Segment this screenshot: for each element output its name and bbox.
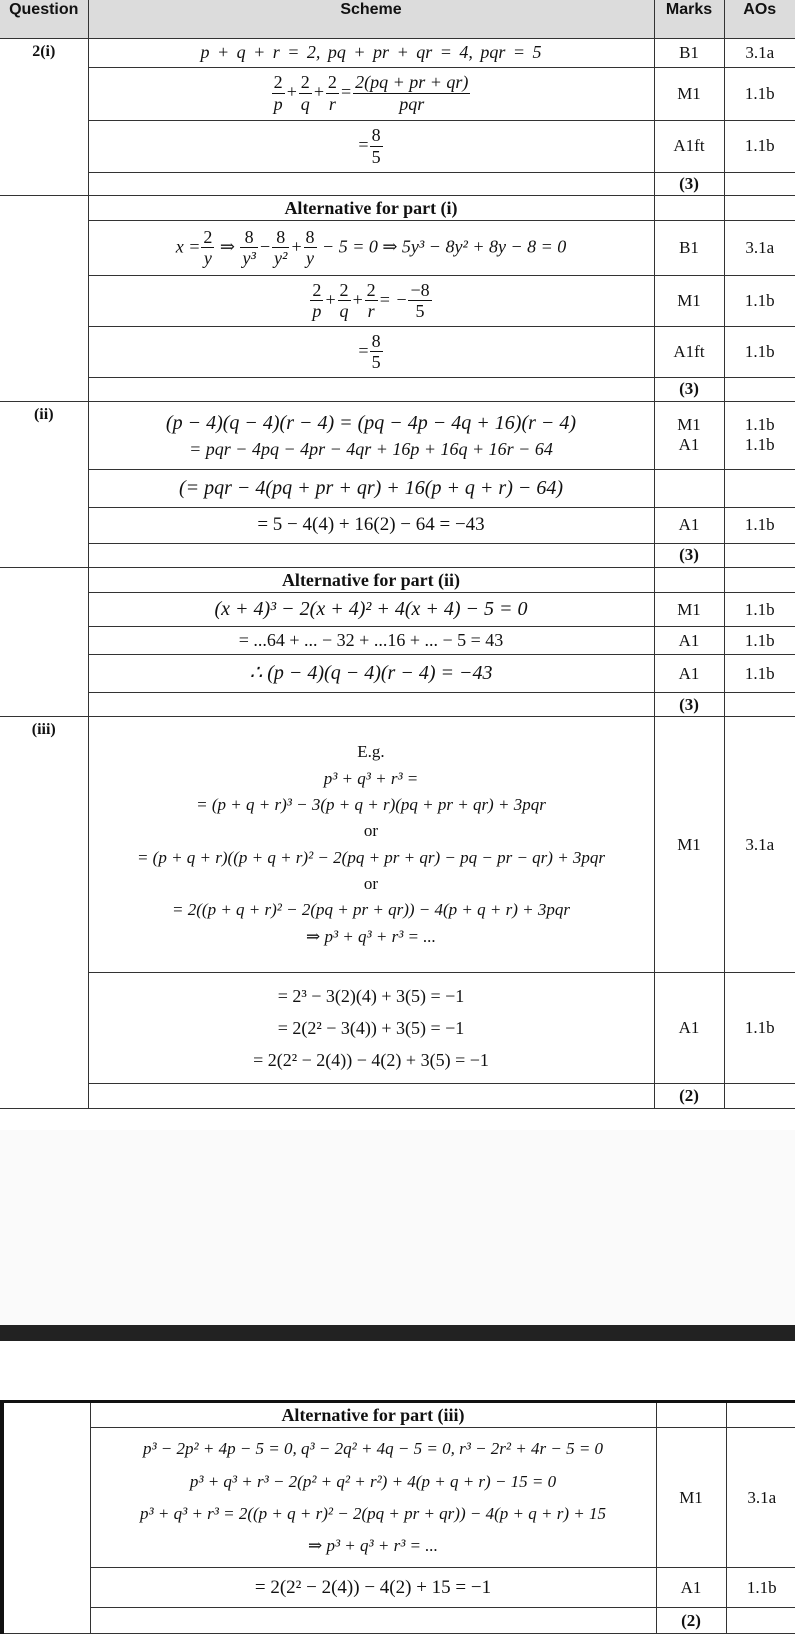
ao-cell — [726, 1402, 795, 1428]
mark-cell: B1 — [654, 220, 724, 275]
ao-cell: 1.1b — [724, 326, 795, 377]
scheme-cell — [88, 172, 654, 195]
mark-scheme-page-2 — [0, 1400, 795, 1638]
mark-cell: A1ft — [654, 120, 724, 172]
mark-cell — [654, 195, 724, 220]
fraction: $\frac{2}{p}$ — [273, 72, 283, 114]
ao-cell: 1.1b — [724, 593, 795, 627]
table-row — [0, 67, 795, 120]
mark-cell: M1 — [654, 717, 724, 973]
question-label — [2, 1402, 90, 1634]
scheme-cell: E.g. p³ + q³ + r³ = = (p + q + r)³ − 3(p + q + r)(pq + pr + qr) + 3pqr or = (p + q + r)((p + q + r)² − 2(pq + pr + qr) − pq − pr − qr) + 3pqr or = 2((p + q + r)² − 2(pq + pr + qr)) − 4(p + q + r) + 3pqr ⇒ p³ + q³ + r³ = ... — [88, 717, 654, 973]
ao-cell: 3.1a — [724, 38, 795, 67]
scheme-cell: p + q + r = 2, pq + pr + qr = 4, pqr = 5 — [88, 38, 654, 67]
scheme-cell: = 2³ − 3(2)(4) + 3(5) = −1 = 2(2² − 3(4)) + 3(5) = −1 = 2(2² − 2(4)) − 4(2) + 3(5) = −1 — [88, 973, 654, 1084]
ao-cell: 1.1b — [726, 1568, 795, 1608]
table-row — [0, 275, 795, 326]
ao-cell: 3.1a — [724, 220, 795, 275]
mark-cell — [654, 567, 724, 592]
ao-cell — [724, 543, 795, 567]
fraction: $\frac{8}{5}$ — [371, 330, 381, 373]
scheme-cell: (= pqr − 4(pq + pr + qr) + 16(p + q + r) − 64) — [88, 469, 654, 507]
ao-cell: 1.1b — [724, 67, 795, 120]
ao-cell: 1.1b — [724, 655, 795, 693]
table-row — [0, 717, 795, 973]
ao-cell — [724, 1084, 795, 1109]
mark-cell: M1 — [654, 275, 724, 326]
table-row — [0, 172, 795, 195]
ao-cell — [724, 469, 795, 507]
fraction: $\frac{2}{y}$ — [203, 226, 213, 269]
scheme-cell: (p − 4)(q − 4)(r − 4) = (pq − 4p − 4q + 16)(r − 4) = pqr − 4pq − 4pr − 4qr + 16p + 16q + 16r − 64 — [88, 401, 654, 469]
table-row — [0, 377, 795, 401]
scheme-cell: x = $\frac{2}{y}$ ⇒ $\frac{8}{\text{y³}}$ − $\frac{8}{\text{y²}}$ + $\frac{8}{y}$ − 5 = 0 ⇒ 5y³ − 8y² + 8y − 8 = 0 — [88, 220, 654, 275]
scheme-cell: = ...64 + ... − 32 + ...16 + ... − 5 = 43 — [88, 627, 654, 655]
scheme-cell: $\frac{2}{p}$ + $\frac{2}{q}$ + $\frac{2}{r}$ = $\frac{2(pq + pr + qr)}{\text{pqr}}$ — [88, 67, 654, 120]
mark-cell: A1 — [656, 1568, 726, 1608]
mark-cell — [656, 1402, 726, 1428]
total-marks: (3) — [654, 377, 724, 401]
fraction: $\frac{8}{5}$ — [371, 124, 381, 167]
total-marks: (2) — [654, 1084, 724, 1109]
table-row — [2, 1428, 795, 1568]
total-marks: (2) — [656, 1608, 726, 1634]
table-row — [0, 655, 795, 693]
mark-cell: M1 — [656, 1428, 726, 1568]
ao-cell — [724, 195, 795, 220]
table-row — [0, 469, 795, 507]
ao-cell: 3.1a — [726, 1428, 795, 1568]
ao-cell: 3.1a — [724, 717, 795, 973]
fraction: $\frac{2}{q}$ — [339, 279, 349, 322]
ao-cell — [726, 1608, 795, 1634]
scheme-cell: p³ − 2p² + 4p − 5 = 0, q³ − 2q² + 4q − 5 = 0, r³ − 2r² + 4r − 5 = 0 p³ + q³ + r³ − 2(p² + q² + r²) + 4(p + q + r) − 15 = 0 p³ + q³ + r³ = 2((p + q + r)² − 2(pq + pr + qr)) − 4(p + q + r) + 15 ⇒ p³ + q³ + r³ = ... — [90, 1428, 656, 1568]
fraction: $\frac{-8}{5}$ — [410, 279, 430, 322]
fraction: $\frac{2}{r}$ — [327, 72, 337, 114]
table-row — [0, 401, 795, 469]
total-marks: (3) — [654, 543, 724, 567]
mark-cell: B1 — [654, 38, 724, 67]
scheme-cell — [88, 1084, 654, 1109]
total-marks: (3) — [654, 693, 724, 717]
scheme-cell — [88, 693, 654, 717]
table-row — [0, 507, 795, 543]
table-row — [0, 1084, 795, 1109]
header-aos: AOs — [724, 0, 795, 38]
alternative-title: Alternative for part (ii) — [88, 567, 654, 592]
page-gap — [0, 1130, 795, 1325]
page-separator — [0, 1325, 795, 1341]
mark-cell: A1 — [654, 973, 724, 1084]
mark-cell: A1 — [654, 655, 724, 693]
ao-cell — [724, 172, 795, 195]
fraction: $\frac{8}{\text{y³}}$ — [242, 226, 256, 269]
question-label: 2(i) — [0, 38, 88, 195]
header-scheme: Scheme — [88, 0, 654, 38]
table-row — [0, 543, 795, 567]
scheme-cell: = 2(2² − 2(4)) − 4(2) + 15 = −1 — [90, 1568, 656, 1608]
mark-scheme-table-continued — [0, 1400, 795, 1634]
scheme-cell: (x + 4)³ − 2(x + 4)² + 4(x + 4) − 5 = 0 — [88, 593, 654, 627]
table-row — [0, 38, 795, 67]
ao-cell: 1.1b — [724, 627, 795, 655]
scheme-cell — [90, 1608, 656, 1634]
ao-cell: 1.1b — [724, 275, 795, 326]
ao-cell — [724, 567, 795, 592]
table-row — [2, 1608, 795, 1634]
mark-cell: M1 — [654, 67, 724, 120]
ao-cell: 1.1b 1.1b — [724, 401, 795, 469]
total-marks: (3) — [654, 172, 724, 195]
scheme-cell: = $\frac{8}{5}$ — [88, 326, 654, 377]
table-row — [0, 326, 795, 377]
table-row — [0, 627, 795, 655]
alternative-title: Alternative for part (iii) — [90, 1402, 656, 1428]
mark-cell: A1 — [654, 507, 724, 543]
table-row — [0, 195, 795, 220]
table-row — [0, 120, 795, 172]
ao-cell: 1.1b — [724, 507, 795, 543]
ao-cell: 1.1b — [724, 973, 795, 1084]
table-row — [0, 593, 795, 627]
question-label: (ii) — [0, 401, 88, 567]
ao-cell — [724, 693, 795, 717]
table-row — [0, 973, 795, 1084]
ao-cell — [724, 377, 795, 401]
question-label — [0, 195, 88, 401]
table-row — [0, 693, 795, 717]
question-label — [0, 567, 88, 716]
table-row — [0, 220, 795, 275]
scheme-cell: ∴ (p − 4)(q − 4)(r − 4) = −43 — [88, 655, 654, 693]
mark-cell: A1 — [654, 627, 724, 655]
table-row — [0, 567, 795, 592]
scheme-cell: = $\frac{8}{5}$ — [88, 120, 654, 172]
mark-cell — [654, 469, 724, 507]
fraction: $\frac{2}{r}$ — [366, 279, 376, 322]
header-row — [0, 0, 795, 38]
fraction: $\frac{8}{\text{y²}}$ — [274, 226, 288, 269]
mark-cell: M1 — [654, 593, 724, 627]
question-label: (iii) — [0, 717, 88, 1109]
mark-cell: A1ft — [654, 326, 724, 377]
fraction: $\frac{8}{y}$ — [305, 226, 315, 269]
fraction: $\frac{2}{q}$ — [300, 72, 310, 114]
table-row — [2, 1402, 795, 1428]
fraction: $\frac{2(pq + pr + qr)}{\text{pqr}}$ — [355, 72, 469, 114]
fraction: $\frac{2}{p}$ — [312, 279, 322, 322]
header-question: Question — [0, 0, 88, 38]
scheme-cell — [88, 543, 654, 567]
alternative-title: Alternative for part (i) — [88, 195, 654, 220]
scheme-cell — [88, 377, 654, 401]
ao-cell: 1.1b — [724, 120, 795, 172]
mark-cell: M1 A1 — [654, 401, 724, 469]
scheme-cell: $\frac{2}{p}$ + $\frac{2}{q}$ + $\frac{2}{r}$ = − $\frac{-8}{5}$ — [88, 275, 654, 326]
scheme-cell: = 5 − 4(4) + 16(2) − 64 = −43 — [88, 507, 654, 543]
table-row — [2, 1568, 795, 1608]
header-marks: Marks — [654, 0, 724, 38]
